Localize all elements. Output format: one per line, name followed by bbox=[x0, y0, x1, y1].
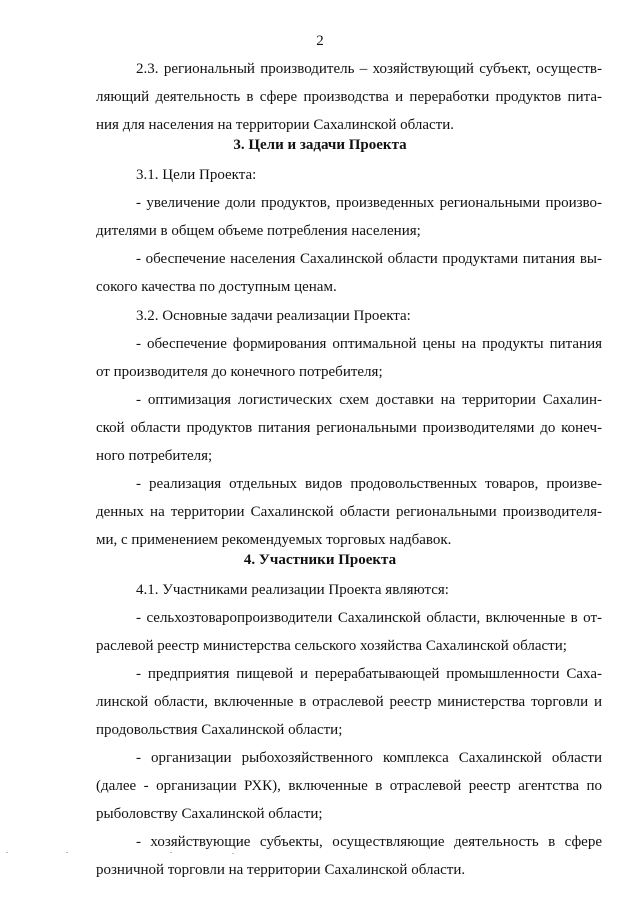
subsection-title: 3.2. Основные задачи реализации Проекта: bbox=[136, 308, 411, 324]
list-item-line: от производителя до конечного потребителя; bbox=[96, 364, 383, 380]
list-item-line: ного потребителя; bbox=[96, 448, 213, 464]
list-item-line: дителями в общем объеме потребления населения; bbox=[96, 223, 421, 239]
subsection-title: 4.1. Участниками реализации Проекта являются: bbox=[136, 582, 449, 598]
list-item-line: - хозяйствующие субъекты, осуществляющие деятельность в сфере bbox=[136, 834, 602, 850]
list-item-line: - обеспечение формирования оптимальной цены на продукты питания bbox=[136, 336, 602, 352]
list-item-line: линской области, включенные в отраслевой реестр министерства торговли и bbox=[96, 694, 602, 710]
list-item-line: - сельхозтоваропроизводители Сахалинской области, включенные в от- bbox=[136, 610, 602, 626]
list-item-line: - предприятия пищевой и перерабатывающей промышленности Саха- bbox=[136, 666, 602, 682]
scan-speck bbox=[170, 852, 172, 853]
list-item-line: сокого качества по доступным ценам. bbox=[96, 279, 337, 295]
list-item-line: ми, с применением рекомендуемых торговых надбавок. bbox=[96, 532, 452, 548]
list-item-line: - организации рыбохозяйственного комплекса Сахалинской области bbox=[136, 750, 602, 766]
list-item-line: (далее - организации РХК), включенные в отраслевой реестр агентства по bbox=[96, 778, 602, 794]
list-item-line: - увеличение доли продуктов, произведенных региональными произво- bbox=[136, 195, 602, 211]
subsection-title: 3.1. Цели Проекта: bbox=[136, 167, 257, 183]
list-item-line: продовольствия Сахалинской области; bbox=[96, 722, 343, 738]
list-item-line: розничной торговли на территории Сахалинской области. bbox=[96, 862, 466, 878]
page-number: 2 bbox=[316, 33, 324, 49]
section-heading-participants: 4. Участники Проекта bbox=[243, 552, 397, 568]
scan-speck bbox=[66, 852, 68, 853]
scan-speck bbox=[6, 852, 8, 853]
scan-speck bbox=[232, 853, 234, 854]
list-item-line: - оптимизация логистических схем доставки на территории Сахалин- bbox=[136, 392, 602, 408]
paragraph-line: ляющий деятельность в сфере производства и переработки продуктов пита- bbox=[96, 89, 602, 105]
list-item-line: денных на территории Сахалинской области региональными производителя- bbox=[96, 504, 602, 520]
paragraph-line: 2.3. региональный производитель – хозяйствующий субъект, осуществ- bbox=[136, 61, 602, 77]
list-item-line: рыболовству Сахалинской области; bbox=[96, 806, 323, 822]
paragraph-line: ния для населения на территории Сахалинской области. bbox=[96, 117, 454, 133]
section-heading-goals: 3. Цели и задачи Проекта bbox=[233, 137, 407, 153]
list-item-line: - реализация отдельных видов продовольственных товаров, произве- bbox=[136, 476, 602, 492]
list-item-line: раслевой реестр министерства сельского хозяйства Сахалинской области; bbox=[96, 638, 567, 654]
list-item-line: - обеспечение населения Сахалинской области продуктами питания вы- bbox=[136, 251, 602, 267]
list-item-line: ской области продуктов питания региональными производителями до конеч- bbox=[96, 420, 602, 436]
